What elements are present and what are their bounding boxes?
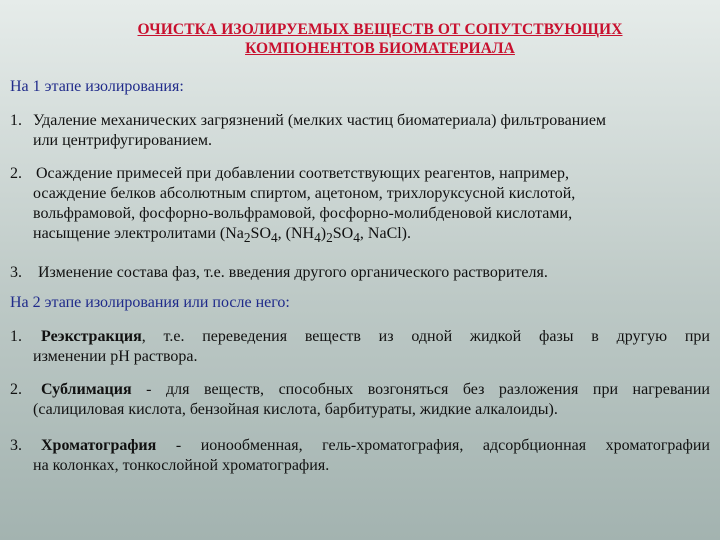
item-text [33,380,710,420]
item-line [33,436,710,456]
item-number: 2. [10,381,22,398]
formula-part: насыщение электролитами (Na [33,225,244,242]
item-line-rest: - ионообменная, гель-хроматография, адсорбционная хроматографии [156,437,710,454]
formula-part: , (NH [277,225,315,242]
item-line-rest: , т.е. переведения веществ из одной жидкой фазы в другую при [141,328,710,345]
item-line: вольфрамовой, фосфорно-вольфрамовой, фосфорно-молибденовой кислотами, [33,205,573,222]
stage1-item-2 [10,164,710,244]
formula-part: ) [320,225,327,242]
formula-part: , NaCl). [359,225,412,242]
formula-subscript: 2 [326,230,333,246]
item-line: Удаление механических загрязнений (мелких частиц биоматериала) фильтрованием [33,112,607,129]
formula-subscript: 4 [314,230,321,246]
formula-part: SO [332,225,354,242]
title-line-1: ОЧИСТКА ИЗОЛИРУЕМЫХ ВЕЩЕСТВ ОТ СОПУТСТВУЮЩИХ [137,21,623,38]
stage1-label: На 1 этапе изолирования: [10,78,184,95]
formula-subscript: 4 [271,230,278,246]
item-line: Осаждение примесей при добавлении соответствующих реагентов, например, [36,165,569,182]
item-text [33,436,710,476]
item-text: Изменение состава фаз, т.е. введения другого органического растворителя. [38,264,548,281]
stage2-label: На 2 этапе изолирования или после него: [10,294,290,311]
stage2-item-1 [10,327,710,367]
stage1-item-1 [10,111,710,151]
formula-part: SO [250,225,271,242]
item-text [33,111,710,151]
item-line: изменении рН раствора. [33,348,198,365]
stage2-item-2 [10,380,710,420]
item-text [33,164,710,248]
item-number: 2. [10,165,22,182]
item-number: 3. [10,264,22,281]
item-number: 1. [10,328,22,345]
slide-title [60,20,700,58]
formula-subscript: 2 [243,230,251,246]
item-line: на колонках, тонкослойной хроматография. [33,457,330,474]
item-line: или центрифугированием. [33,132,212,149]
item-line [33,327,710,347]
term: Реэкстракция [41,328,142,345]
item-text [33,327,710,367]
term: Сублимация [41,381,132,398]
item-line: осаждение белков абсолютным спиртом, ацетоном, трихлоруксусной кислотой, [33,185,576,202]
item-line [33,380,710,400]
title-line-2: КОМПОНЕНТОВ БИОМАТЕРИАЛА [245,40,515,57]
item-number: 3. [10,437,22,454]
stage1-item-3 [10,263,710,283]
term: Хроматография [41,437,157,454]
stage2-item-3 [10,436,710,476]
item-line: (салициловая кислота, бензойная кислота, барбитураты, жидкие алкалоиды). [33,401,558,418]
formula-subscript: 4 [353,230,360,246]
item-number: 1. [10,112,22,129]
item-line-formula [33,224,710,248]
item-line-rest: - для веществ, способных возгоняться без разложения при нагревании [131,381,710,398]
